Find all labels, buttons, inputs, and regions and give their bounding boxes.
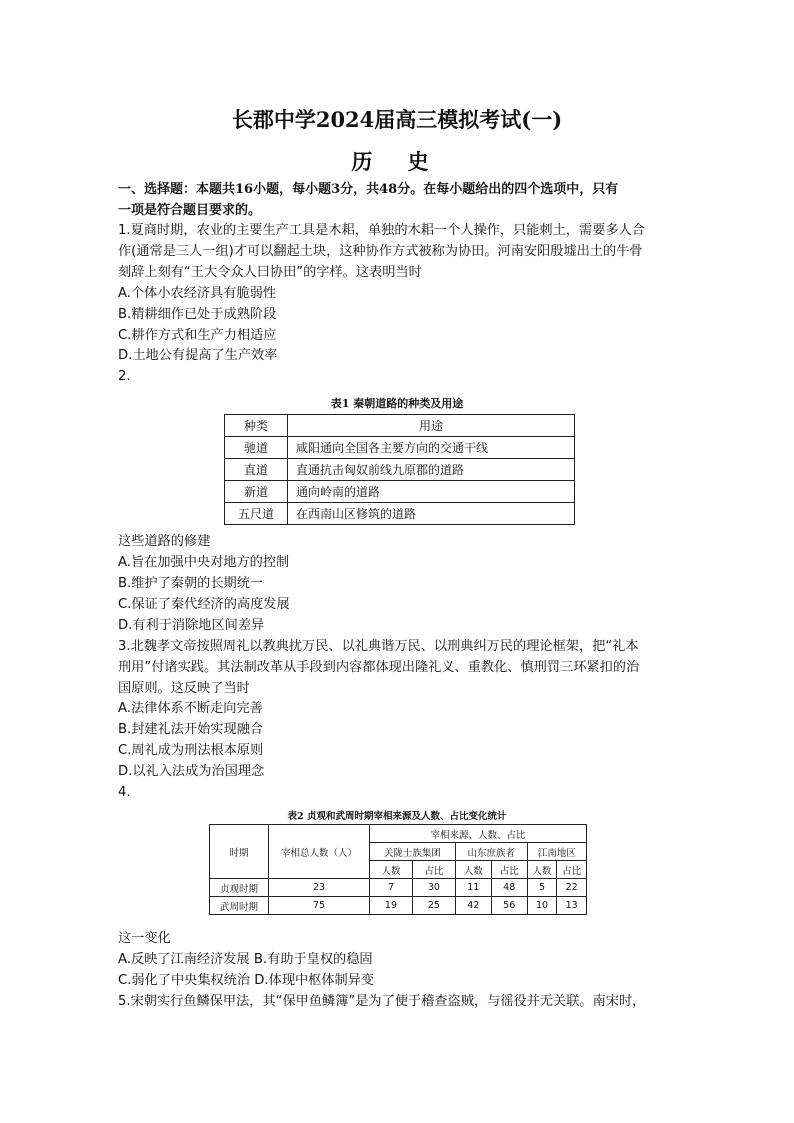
table-cell: 42 — [455, 897, 491, 915]
q3-stem: 3.北魏孝文帝按照周礼以教典扰万民、以礼典谐万民、以刑典纠万民的理论框架，把“礼本 — [118, 639, 639, 654]
section-intro: 一、选择题：本题共16小题，每小题3分，共48分。在每小题给出的四个选项中，只有 — [118, 182, 619, 197]
table-cell: 7 — [370, 879, 413, 897]
table-header-cell: 占比 — [412, 861, 455, 879]
q5-stem: 5.宋朝实行鱼鳞保甲法，其“保甲鱼鳞簿”是为了便于稽查盗贼，与徭役并无关联。南宋时， — [118, 994, 646, 1009]
table-header-cell: 占比 — [557, 861, 587, 879]
q2-option-c[interactable]: C.保证了秦代经济的高度发展 — [118, 597, 290, 612]
table-header-cell: 江南地区 — [527, 843, 586, 861]
table-cell: 11 — [455, 879, 491, 897]
table-row — [225, 437, 575, 459]
table-cell: 直通抗击匈奴前线九原郡的道路 — [288, 459, 575, 481]
q4-number: 4. — [118, 785, 131, 800]
q1-stem-cont: 刻辞上刻有“王大令众人曰协田”的字样。这表明当时 — [118, 265, 422, 280]
q1-option-d[interactable]: D.土地公有提高了生产效率 — [118, 348, 278, 363]
table-cell: 10 — [527, 897, 557, 915]
table-cell: 五尺道 — [225, 503, 288, 525]
table-header-cell: 用途 — [288, 415, 575, 437]
table-cell: 19 — [370, 897, 413, 915]
table-cell: 13 — [557, 897, 587, 915]
table-cell: 咸阳通向全国各主要方向的交通干线 — [288, 437, 575, 459]
table-cell: 贞观时期 — [210, 879, 269, 897]
table-header-cell: 种类 — [225, 415, 288, 437]
q2-option-b[interactable]: B.维护了秦朝的长期统一 — [118, 576, 264, 591]
table-header-cell: 宰相来源、人数、占比 — [370, 825, 587, 843]
table-cell: 22 — [557, 879, 587, 897]
table-header-cell: 宰相总人数（人） — [269, 825, 370, 879]
table-row — [225, 503, 575, 525]
q4-options-cd[interactable]: C.弱化了中央集权统治 D.体现中枢体制异变 — [118, 973, 375, 988]
table-header-cell: 人数 — [455, 861, 491, 879]
table-cell: 75 — [269, 897, 370, 915]
table-cell: 通向岭南的道路 — [288, 481, 575, 503]
table-header-row — [225, 415, 575, 437]
q1-option-c[interactable]: C.耕作方式和生产力相适应 — [118, 328, 277, 343]
subject-title: 历 史 — [351, 149, 443, 174]
q3-option-c[interactable]: C.周礼成为刑法根本原则 — [118, 743, 264, 758]
q3-option-b[interactable]: B.封建礼法开始实现融合 — [118, 722, 264, 737]
table-header-cell: 时期 — [210, 825, 269, 879]
q2-number: 2. — [118, 369, 131, 384]
q4-options-ab[interactable]: A.反映了江南经济发展 B.有助于皇权的稳固 — [118, 952, 373, 967]
table-cell: 30 — [412, 879, 455, 897]
q4-stem: 这一变化 — [118, 931, 171, 946]
q3-stem-cont: 国原则。这反映了当时 — [118, 681, 250, 696]
page-title: 长郡中学2024届高三模拟考试(一) — [231, 107, 563, 132]
q2-option-d[interactable]: D.有利于消除地区间差异 — [118, 618, 265, 633]
table-cell: 武周时期 — [210, 897, 269, 915]
table1 — [224, 414, 575, 525]
q3-option-a[interactable]: A.法律体系不断走向完善 — [118, 701, 263, 716]
section-intro-cont: 一项是符合题目要求的。 — [118, 203, 262, 218]
table-cell: 56 — [491, 897, 527, 915]
table-cell: 新道 — [225, 481, 288, 503]
q2-option-a[interactable]: A.旨在加强中央对地方的控制 — [118, 555, 290, 570]
table-row — [210, 897, 587, 915]
table-header-cell: 占比 — [491, 861, 527, 879]
table-cell: 驰道 — [225, 437, 288, 459]
q1-stem: 1.夏商时期，农业的主要生产工具是木耜，单独的木耜一个人操作，只能刺土，需要多人合 — [118, 223, 645, 238]
table-header-cell: 关陇士族集团 — [370, 843, 456, 861]
q3-stem-cont: 刑用”付诸实践。其法制改革从手段到内容都体现出隆礼义、重教化、慎刑罚三环紧扣的治 — [118, 660, 640, 675]
table-header-cell: 山东庶族者 — [455, 843, 527, 861]
table-header-row — [210, 825, 587, 843]
table-header-cell: 人数 — [370, 861, 413, 879]
table-cell: 在西南山区修筑的道路 — [288, 503, 575, 525]
table-header-cell: 人数 — [527, 861, 557, 879]
q1-option-b[interactable]: B.精耕细作已处于成熟阶段 — [118, 307, 277, 322]
table1-caption: 表1 秦朝道路的种类及用途 — [330, 397, 464, 410]
table2-caption: 表2 贞观和武周时期宰相来源及人数、占比变化统计 — [287, 811, 507, 822]
q1-option-a[interactable]: A.个体小农经济具有脆弱性 — [118, 286, 277, 301]
table-cell: 5 — [527, 879, 557, 897]
table-row — [225, 481, 575, 503]
table-cell: 48 — [491, 879, 527, 897]
table-cell: 25 — [412, 897, 455, 915]
q2-stem: 这些道路的修建 — [118, 534, 211, 549]
table2 — [209, 824, 587, 915]
table-cell: 直道 — [225, 459, 288, 481]
table-row — [225, 459, 575, 481]
q1-stem-cont: 作(通常是三人一组)才可以翻起土块，这种协作方式被称为协田。河南安阳殷墟出土的牛骨 — [118, 244, 643, 259]
table-cell: 23 — [269, 879, 370, 897]
q3-option-d[interactable]: D.以礼入法成为治国理念 — [118, 764, 265, 779]
table-row — [210, 879, 587, 897]
